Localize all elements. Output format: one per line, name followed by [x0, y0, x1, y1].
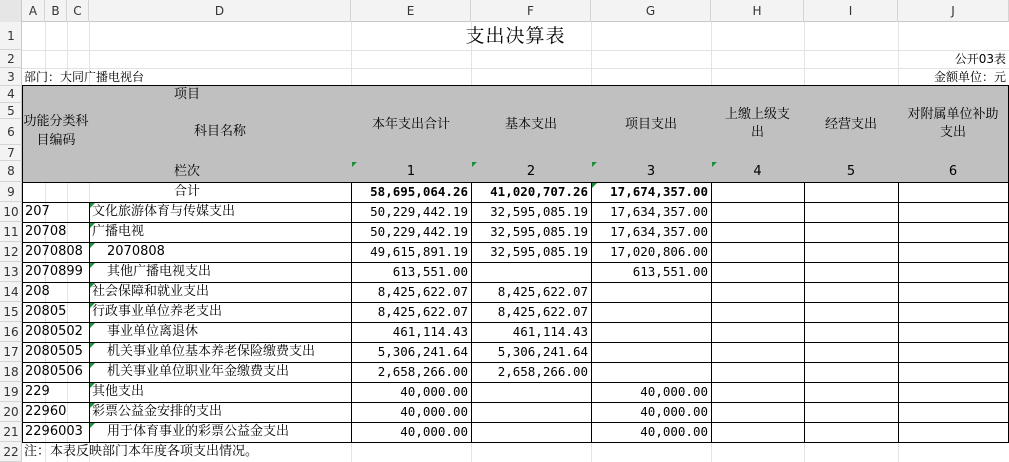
error-indicator-icon	[90, 423, 95, 428]
cell-name[interactable]: 2070808	[89, 242, 352, 263]
cell-code[interactable]: 2296003	[22, 422, 90, 443]
cell-upper[interactable]	[711, 362, 805, 383]
row-header-19[interactable]: 19	[0, 382, 22, 402]
col-header-c[interactable]: C	[67, 0, 89, 22]
cell-subsidiary[interactable]	[898, 322, 1009, 343]
cell-name[interactable]: 其他广播电视支出	[89, 262, 352, 283]
row-header-10[interactable]: 10	[0, 202, 22, 222]
cell-business[interactable]	[804, 362, 899, 383]
col-header-f[interactable]: F	[471, 0, 591, 22]
form-code: 公开03表	[954, 52, 1006, 66]
error-indicator-icon	[90, 363, 95, 368]
cell-basic[interactable]: 32,595,085.19	[471, 242, 592, 263]
cell-total[interactable]: 50,229,442.19	[351, 222, 472, 243]
cell-upper[interactable]	[711, 382, 805, 403]
cell-code[interactable]: 2080506	[22, 362, 90, 383]
select-all-corner[interactable]	[0, 0, 22, 22]
cell-basic[interactable]: 8,425,622.07	[471, 282, 592, 303]
row-header-15[interactable]: 15	[0, 302, 22, 322]
sum-total[interactable]: 58,695,064.26	[351, 182, 472, 203]
cell-project[interactable]: 40,000.00	[591, 402, 712, 423]
cell-business[interactable]	[804, 342, 899, 363]
cell-total[interactable]: 8,425,622.07	[351, 302, 472, 323]
cell-code[interactable]: 20805	[22, 302, 90, 323]
cell-subsidiary[interactable]	[898, 342, 1009, 363]
col-header-d[interactable]: D	[89, 0, 351, 22]
header-subsidiary: 对附属单位补助支出	[898, 85, 1009, 162]
row-header-5[interactable]: 5	[0, 103, 22, 119]
cell-code[interactable]: 2080502	[22, 322, 90, 343]
error-indicator-icon	[90, 303, 95, 308]
cell-upper[interactable]	[711, 202, 805, 223]
cell-business[interactable]	[804, 422, 899, 443]
sum-subsidiary[interactable]	[898, 182, 1009, 203]
cell-project[interactable]: 613,551.00	[591, 262, 712, 283]
cell-name[interactable]: 社会保障和就业支出	[89, 282, 352, 303]
sum-business[interactable]	[804, 182, 899, 203]
cell-code[interactable]: 22960	[22, 402, 90, 423]
cell-upper[interactable]	[711, 262, 805, 283]
cell-name[interactable]: 广播电视	[89, 222, 352, 243]
cell-subsidiary[interactable]	[898, 382, 1009, 403]
header-column-label: 栏次	[22, 161, 352, 183]
cell-code[interactable]: 2070808	[22, 242, 90, 263]
header-project: 项目	[22, 85, 352, 103]
cell-total[interactable]: 40,000.00	[351, 402, 472, 423]
col-header-b[interactable]: B	[45, 0, 67, 22]
column-number-4: 4	[711, 161, 805, 183]
cell-total[interactable]: 5,306,241.64	[351, 342, 472, 363]
cell-name[interactable]: 机关事业单位职业年金缴费支出	[89, 362, 352, 383]
col-header-g[interactable]: G	[591, 0, 711, 22]
col-header-h[interactable]: H	[711, 0, 804, 22]
row-header-9[interactable]: 9	[0, 182, 22, 202]
cell-upper[interactable]	[711, 322, 805, 343]
header-project-exp: 项目支出	[591, 85, 712, 162]
row-header-6[interactable]: 6	[0, 119, 22, 145]
cell-project[interactable]: 17,634,357.00	[591, 222, 712, 243]
cell-upper[interactable]	[711, 302, 805, 323]
cell-basic[interactable]: 32,595,085.19	[471, 222, 592, 243]
error-indicator-icon	[90, 243, 95, 248]
cell-project[interactable]: 40,000.00	[591, 422, 712, 443]
cell-upper[interactable]	[711, 402, 805, 423]
cell-basic[interactable]	[471, 262, 592, 283]
error-indicator-icon	[90, 223, 95, 228]
header-func-code: 功能分类科目编码	[22, 102, 90, 162]
error-indicator-icon	[90, 403, 95, 408]
cell-total[interactable]: 49,615,891.19	[351, 242, 472, 263]
spreadsheet-grid[interactable]	[22, 22, 1009, 462]
row-header-18[interactable]: 18	[0, 362, 22, 382]
cell-basic[interactable]	[471, 382, 592, 403]
sum-basic[interactable]: 41,020,707.26	[471, 182, 592, 203]
cell-code[interactable]: 229	[22, 382, 90, 403]
cell-business[interactable]	[804, 282, 899, 303]
header-business: 经营支出	[804, 85, 899, 162]
cell-business[interactable]	[804, 322, 899, 343]
cell-code[interactable]: 2080505	[22, 342, 90, 363]
cell-subsidiary[interactable]	[898, 242, 1009, 263]
cell-basic[interactable]: 8,425,622.07	[471, 302, 592, 323]
column-number-3: 3	[591, 161, 712, 183]
department-label: 部门：大同广播电视台	[24, 70, 145, 84]
cell-basic[interactable]: 461,114.43	[471, 322, 592, 343]
cell-project[interactable]	[591, 342, 712, 363]
cell-total[interactable]: 2,658,266.00	[351, 362, 472, 383]
cell-total[interactable]: 40,000.00	[351, 382, 472, 403]
cell-code[interactable]: 207	[22, 202, 90, 223]
cell-total[interactable]: 40,000.00	[351, 422, 472, 443]
cell-total[interactable]: 50,229,442.19	[351, 202, 472, 223]
cell-basic[interactable]	[471, 422, 592, 443]
cell-business[interactable]	[804, 402, 899, 423]
col-header-a[interactable]: A	[22, 0, 45, 22]
cell-business[interactable]	[804, 382, 899, 403]
cell-total[interactable]: 613,551.00	[351, 262, 472, 283]
row-header-11[interactable]: 11	[0, 222, 22, 242]
cell-business[interactable]	[804, 262, 899, 283]
cell-name[interactable]: 事业单位离退休	[89, 322, 352, 343]
col-header-j[interactable]: J	[898, 0, 1009, 22]
header-subject-name: 科目名称	[89, 102, 352, 162]
row-header-7[interactable]: 7	[0, 145, 22, 161]
row-header-2[interactable]: 2	[0, 50, 22, 68]
row-header-8[interactable]: 8	[0, 161, 22, 182]
cell-subsidiary[interactable]	[898, 422, 1009, 443]
col-header-e[interactable]: E	[351, 0, 471, 22]
row-header-3[interactable]: 3	[0, 68, 22, 86]
column-number-6: 6	[898, 161, 1009, 183]
cell-upper[interactable]	[711, 422, 805, 443]
footnote: 注：本表反映部门本年度各项支出情况。	[24, 444, 259, 459]
cell-subsidiary[interactable]	[898, 282, 1009, 303]
error-indicator-icon	[90, 283, 95, 288]
sum-label: 合计	[22, 182, 352, 203]
cell-subsidiary[interactable]	[898, 262, 1009, 283]
row-header-17[interactable]: 17	[0, 342, 22, 362]
cell-project[interactable]: 17,020,806.00	[591, 242, 712, 263]
cell-name[interactable]: 机关事业单位基本养老保险缴费支出	[89, 342, 352, 363]
cell-upper[interactable]	[711, 342, 805, 363]
cell-total[interactable]: 8,425,622.07	[351, 282, 472, 303]
cell-upper[interactable]	[711, 282, 805, 303]
cell-upper[interactable]	[711, 242, 805, 263]
cell-code[interactable]: 2070899	[22, 262, 90, 283]
sum-project[interactable]: 17,674,357.00	[591, 182, 712, 203]
cell-subsidiary[interactable]	[898, 222, 1009, 243]
cell-business[interactable]	[804, 302, 899, 323]
header-upper: 上缴上级支出	[711, 85, 805, 162]
header-basic: 基本支出	[471, 85, 592, 162]
cell-name[interactable]: 文化旅游体育与传媒支出	[89, 202, 352, 223]
error-indicator-icon	[90, 343, 95, 348]
cell-upper[interactable]	[711, 222, 805, 243]
sum-upper[interactable]	[711, 182, 805, 203]
cell-subsidiary[interactable]	[898, 362, 1009, 383]
cell-name[interactable]: 用于体育事业的彩票公益金支出	[89, 422, 352, 443]
row-header-22[interactable]: 22	[0, 442, 22, 462]
cell-business[interactable]	[804, 202, 899, 223]
row-header-bar	[0, 22, 22, 462]
error-indicator-icon	[90, 383, 95, 388]
cell-code[interactable]: 208	[22, 282, 90, 303]
row-header-4[interactable]: 4	[0, 86, 22, 103]
row-header-13[interactable]: 13	[0, 262, 22, 282]
cell-name[interactable]: 其他支出	[89, 382, 352, 403]
report-title: 支出决算表	[465, 25, 566, 47]
cell-project[interactable]	[591, 302, 712, 323]
cell-project[interactable]	[591, 362, 712, 383]
row-header-1[interactable]: 1	[0, 22, 22, 50]
cell-project[interactable]: 17,634,357.00	[591, 202, 712, 223]
cell-subsidiary[interactable]	[898, 302, 1009, 323]
row-header-12[interactable]: 12	[0, 242, 22, 262]
col-header-i[interactable]: I	[804, 0, 898, 22]
error-indicator-icon	[90, 323, 95, 328]
unit-label: 金额单位：元	[933, 70, 1006, 84]
cell-code[interactable]: 20708	[22, 222, 90, 243]
row-header-16[interactable]: 16	[0, 322, 22, 342]
cell-business[interactable]	[804, 242, 899, 263]
cell-project[interactable]: 40,000.00	[591, 382, 712, 403]
cell-business[interactable]	[804, 222, 899, 243]
cell-subsidiary[interactable]	[898, 202, 1009, 223]
error-indicator-icon	[90, 263, 95, 268]
cell-basic[interactable]: 32,595,085.19	[471, 202, 592, 223]
cell-name[interactable]: 行政事业单位养老支出	[89, 302, 352, 323]
error-indicator-icon	[90, 203, 95, 208]
cell-subsidiary[interactable]	[898, 402, 1009, 423]
row-header-21[interactable]: 21	[0, 422, 22, 442]
cell-project[interactable]	[591, 322, 712, 343]
column-number-2: 2	[471, 161, 592, 183]
row-header-14[interactable]: 14	[0, 282, 22, 302]
cell-total[interactable]: 461,114.43	[351, 322, 472, 343]
column-number-1: 1	[351, 161, 472, 183]
header-total: 本年支出合计	[351, 85, 472, 162]
cell-name[interactable]: 彩票公益金安排的支出	[89, 402, 352, 423]
cell-project[interactable]	[591, 282, 712, 303]
cell-basic[interactable]: 5,306,241.64	[471, 342, 592, 363]
row-header-20[interactable]: 20	[0, 402, 22, 422]
cell-basic[interactable]: 2,658,266.00	[471, 362, 592, 383]
cell-basic[interactable]	[471, 402, 592, 423]
column-number-5: 5	[804, 161, 899, 183]
column-header-bar	[0, 0, 1009, 22]
